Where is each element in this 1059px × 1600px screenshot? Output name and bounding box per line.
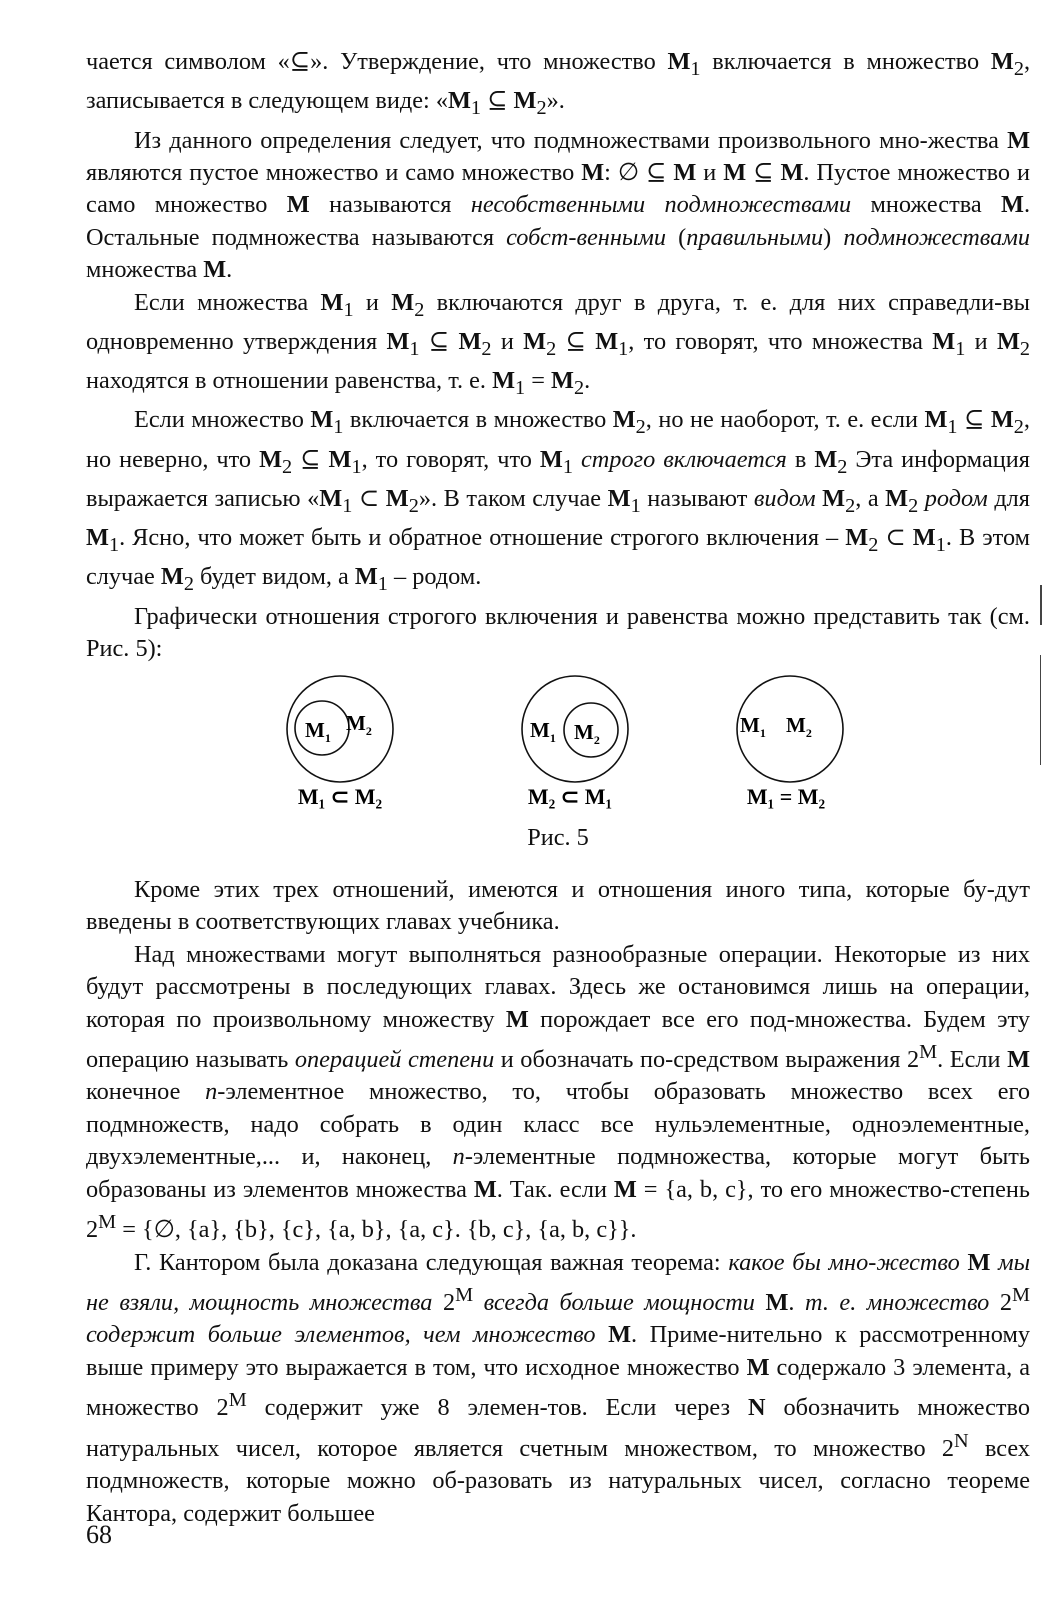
- label-outer-1: $M_2$: [346, 710, 372, 738]
- label-outer-2: $M_1$: [530, 717, 556, 745]
- paragraphs2-paragraph-2: Над множествами могут выполняться разнообразные операции. Некоторые из них будут рассмотрены в последующих главах. Здесь же остановимся лишь на операции, которая по произвольному множеству M порождает все его под-множества. Будем эту операцию называть операцией степени и обозначать по-средством выражения $2^M$. Если M конечное n-элементное множество, то, чтобы образовать множество всех его подмножеств, надо собрать в один класс все нульэлементные, одноэлементные, двухэлементные,... и, наконец, n-элементные подмножества, которые могут быть образованы из элементов множества M. Так. если M = {a, b, c}, то его множество-степень $2^M$ = {∅, {a}, {b}, {c}, {a, b}, {a, c}. {b, c}, {a, b, c}}.: [86, 940, 1031, 1244]
- scan-artifact-1: [1040, 585, 1042, 625]
- scan-artifact-2: [1040, 655, 1041, 765]
- label-inner-2: $M_2$: [574, 719, 600, 747]
- text-block-top: [86, 46, 1030, 666]
- paragraphs-paragraph-1: чается символом «⊆». Утверждение, что множество $M_1$ включается в множество $M_2$, записывается в следующем виде: «$M_1$ ⊆ $M_2$».: [86, 48, 1031, 120]
- paragraphs-paragraph-2: Из данного определения следует, что подмножествами произвольного мно-жества M являются пустое множество и само множество M: ∅ ⊆ M и M ⊆ M. Пустое множество и само множество M называются несобственными подмножествами множества M. Остальные подмножества называются собст-венными (правильными) подмножествами множества M.: [86, 126, 1031, 284]
- figure-5: [86, 672, 1030, 822]
- paragraphs-paragraph-4: Если множество $M_1$ включается в множество $M_2$, но не наоборот, т. е. если $M_1$ ⊆ $M_2$, но неверно, что $M_2$ ⊆ $M_1$, то говорят, что $M_1$ строго включается в $M_2$ Эта информация выражается записью «$M_1$ ⊂ $M_2$». В таком случае $M_1$ называют видом $M_2$, а $M_2$ родом для $M_1$. Ясно, что может быть и обратное отношение строгого включения – $M_2$ ⊂ $M_1$. В этом случае $M_2$ будет видом, а $M_1$ – родом.: [86, 406, 1031, 596]
- figure-caption: Рис. 5: [527, 823, 589, 851]
- text-block-bottom: [86, 874, 1030, 1530]
- label-left-3: $M_1$: [740, 712, 766, 740]
- paragraphs-paragraph-5: Графически отношения строгого включения и равенства можно представить так (см. Рис. 5):: [86, 602, 1030, 663]
- paragraphs2-paragraph-3: Г. Кантором была доказана следующая важная теорема: какое бы мно-жество M мы не взяли, мощность множества $2^M$ всегда больше мощности M. т. е. множество $2^M$ содержит больше элементов, чем множество M. Приме-нительно к рассмотренному выше примеру это выражается в том, что исходное множество M содержало 3 элемента, а множество $2^M$ содержит уже 8 элемен-тов. Если через N обозначить множество натуральных чисел, которое является счетным множеством, то множество $2^N$ всех подмножеств, которые можно об-разовать из натуральных чисел, согласно теореме Кантора, содержит большее: [86, 1248, 1031, 1527]
- page-number: 68: [86, 1520, 112, 1549]
- label-inner-1: $M_1$: [305, 717, 331, 745]
- paragraphs2-paragraph-1: Кроме этих трех отношений, имеются и отношения иного типа, которые бу-дут введены в соответствующих главах учебника.: [86, 875, 1030, 936]
- diagram-m1-equals-m2: [737, 676, 843, 809]
- paragraphs-paragraph-3: Если множества $M_1$ и $M_2$ включаются друг в друга, т. е. для них справедли-вы одновременно утверждения $M_1$ ⊆ $M_2$ и $M_2$ ⊆ $M_1$, то говорят, что множества $M_1$ и $M_2$ находятся в отношении равенства, т. е. $M_1 = M_2$.: [86, 288, 1031, 399]
- label-right-3: $M_2$: [786, 712, 812, 740]
- diagram-m1-subset-m2: [287, 676, 393, 809]
- page-body: [86, 46, 1030, 1530]
- caption-2: M₂ ⊂ M₁: [527, 783, 613, 809]
- diagram-m2-subset-m1: [522, 676, 628, 809]
- caption-1: M₁ ⊂ M₂: [297, 783, 383, 809]
- caption-3: M₁ = M₂: [746, 783, 826, 809]
- euler-diagrams: [86, 672, 1030, 822]
